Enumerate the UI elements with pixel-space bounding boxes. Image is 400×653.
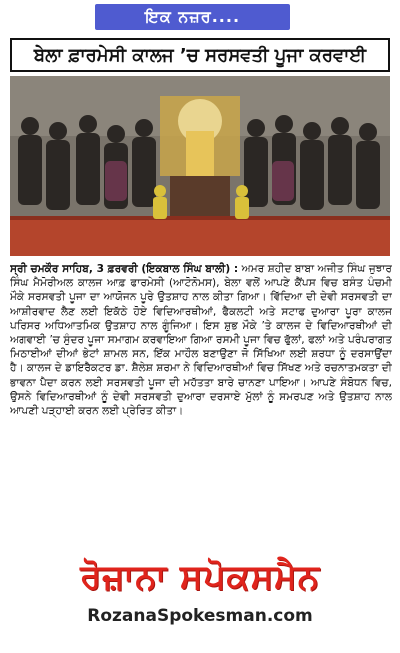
article-dateline: ਸ੍ਰੀ ਚਮਕੌਰ ਸਾਹਿਬ, 3 ਫ਼ਰਵਰੀ (ਇਕਬਾਲ ਸਿੰਘ ਬਾਲੀ) : (10, 263, 239, 275)
article-body (10, 262, 392, 552)
section-banner: ਇਕ ਨਜ਼ਰ.... (95, 4, 290, 30)
website-url: RozanaSpokesman.com (87, 606, 313, 626)
group-photo-illustration (10, 76, 390, 256)
news-photo (10, 76, 390, 256)
article-text: ਅਮਰ ਸ਼ਹੀਦ ਬਾਬਾ ਅਜੀਤ ਸਿੰਘ ਜੁਝਾਰ ਸਿੰਘ ਮੈਮੋਰੀਅਲ ਕਾਲਜ ਆਫ਼ ਫਾਰਮੇਸੀ (ਆਟੋਨੋਮਸ), ਬੇਲਾ ਵਲੋਂ ਆਪਣੇ ਕੈਂਪਸ ਵਿਚ ਬਸੰਤ ਪੰਚਮੀ ਮੌਕੇ ਸਰਸਵਤੀ ਪੂਜਾ ਦਾ ਆਯੋਜਨ ਪੂਰੇ ਉਤਸ਼ਾਹ ਨਾਲ ਕੀਤਾ ਗਿਆ। ਵਿੱਦਿਆ ਦੀ ਦੇਵੀ ਸਰਸਵਤੀ ਦਾ ਆਸ਼ੀਰਵਾਦ ਲੈਣ ਲਈ ਇਕੱਠੇ ਹੋਏ ਵਿਦਿਆਰਥੀਆਂ, ਫੈਕਲਟੀ ਅਤੇ ਸਟਾਫ ਦੁਆਰਾ ਪੂਰਾ ਕਾਲਜ ਪਰਿਸਰ ਅਧਿਆਤਮਿਕ ਉਤਸ਼ਾਹ ਨਾਲ ਗੂੰਜਿਆ। ਇਸ ਸ਼ੁਭ ਮੌਕੇ ’ਤੇ ਕਾਲਜ ਦੇ ਵਿਦਿਆਰਥੀਆਂ ਦੀ ਅਗਵਾਈ ’ਚ ਸੁੰਦਰ ਪੂਜਾ ਸਮਾਗਮ ਕਰਵਾਇਆ ਗਿਆ ਰਸਮੀ ਪੂਜਾ ਵਿਚ ਫੁੱਲਾਂ, ਫਲਾਂ ਅਤੇ ਪਰੰਪਰਾਗਤ ਮਿਠਾਈਆਂ ਦੀਆਂ ਭੇਟਾਂ ਸ਼ਾਮਲ ਸਨ, ਇੱਕ ਮਾਹੌਲ ਬਣਾਉਣਾ ਜੋ ਸਿੱਖਿਆ ਲਈ ਸ਼ਰਧਾ ਨੂੰ ਦਰਸਾਉਂਦਾ ਹੈ। ਕਾਲਜ ਦੇ ਡਾਇਰੈਕਟਰ ਡਾ. ਸ਼ੈਲੇਸ਼ ਸ਼ਰਮਾ ਨੇ ਵਿਦਿਆਰਥੀਆਂ ਵਿਚ ਸਿੱਖਣ ਅਤੇ ਰਚਨਾਤਮਕਤਾ ਦੀ ਭਾਵਨਾ ਪੈਦਾ ਕਰਨ ਲਈ ਸਰਸਵਤੀ ਪੂਜਾ ਦੀ ਮਹੱਤਤਾ ਬਾਰੇ ਚਾਨਣਾ ਪਾਇਆ। ਆਪਣੇ ਸੰਬੋਧਨ ਵਿਚ, ਉਸਨੇ ਵਿਦਿਆਰਥੀਆਂ ਨੂੰ ਦੇਵੀ ਸਰਸਵਤੀ ਦੁਆਰਾ ਦਰਸਾਏ ਮੁੱਲਾਂ ਨੂੰ ਸਮਰਪਣ ਅਤੇ ਉਤਸ਼ਾਹ ਨਾਲ ਆਪਣੀ ਪੜ੍ਹਾਈ ਕਰਨ ਲਈ ਪ੍ਰੇਰਿਤ ਕੀਤਾ। (10, 263, 392, 418)
headline: ਬੇਲਾ ਫ਼ਾਰਮੇਸੀ ਕਾਲਜ ’ਚ ਸਰਸਵਤੀ ਪੂਜਾ ਕਰਵਾਈ (10, 38, 390, 72)
newspaper-logo: ਰੋਜ਼ਾਨਾ ਸਪੋਕਸਮੈਨ (80, 557, 320, 597)
